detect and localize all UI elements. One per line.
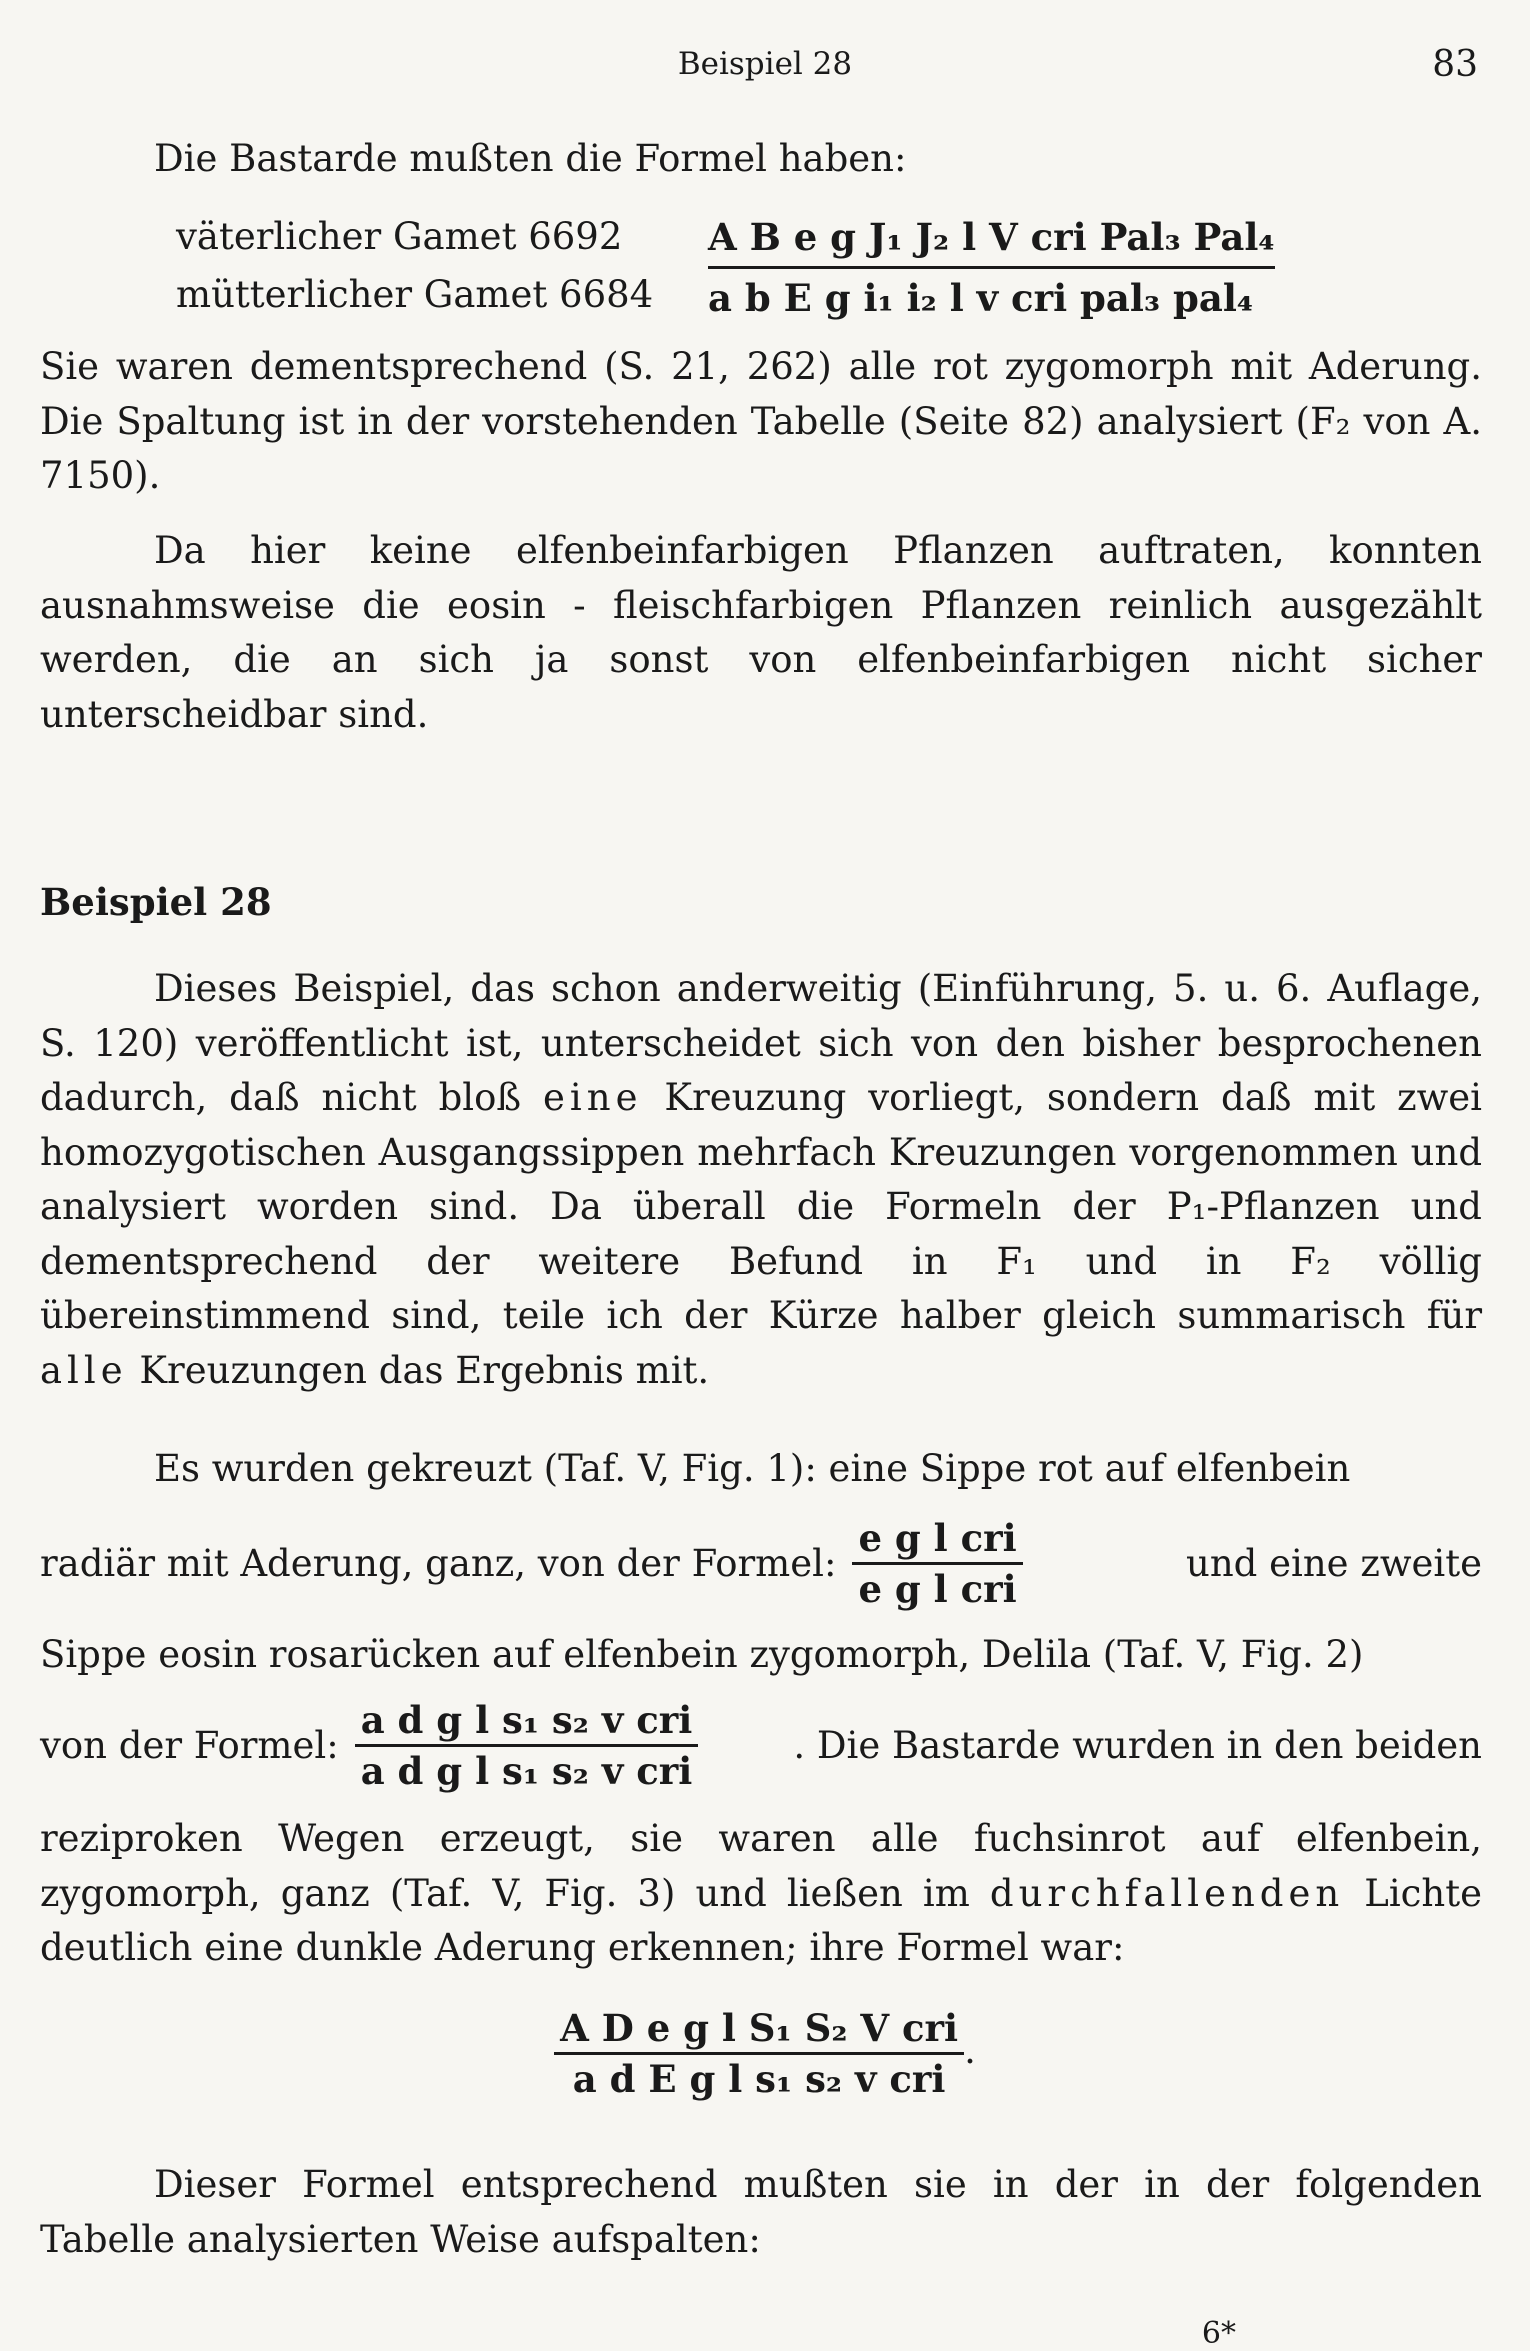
paragraph-4-rest-b: Lichte deutlich eine dunkle Aderung erkennen; ihre Formel war: — [40, 1871, 1483, 1969]
parent-formula-1 — [852, 1516, 1022, 1611]
line-2-prefix: radiär mit Aderung, ganz, von der Formel: — [40, 1541, 837, 1585]
page-number: 83 — [1432, 44, 1478, 85]
paragraph-3-part-b: Kreuzung vorliegt, sondern daß mit zwei homozygotischen Ausgangssippen mehrfach Kreuzungen vorgenommen und analysiert worden sind. Da überall die Formeln der P₁-Pflanzen und dementsprechend der weitere Befund in F₁ und in F₂ völlig übereinstimmend sind, teile ich der Kürze halber gleich summarisch für — [40, 1076, 1483, 1337]
hybrid-formula — [0, 2006, 1530, 2101]
parent-formula-1-denominator: e g l cri — [858, 1566, 1017, 1611]
paragraph-4-line-3: Sippe eosin rosarücken auf elfenbein zygomorph, Delila (Taf. V, Fig. 2) — [40, 1633, 1364, 1676]
paternal-gamete-formula: A B e g J₁ J₂ l V cri Pal₃ Pal₄ — [708, 208, 1275, 269]
parent-formula-2-denominator: a d g l s₁ s₂ v cri — [360, 1748, 693, 1793]
parent-formula-2 — [355, 1698, 699, 1793]
paragraph-4-line-2 — [40, 1508, 1482, 1618]
hybrid-formula-denominator: a d E g l s₁ s₂ v cri — [572, 2057, 946, 2101]
paragraph-4-line-1: Es wurden gekreuzt (Taf. V, Fig. 1): eine Sippe rot auf elfenbein — [154, 1447, 1351, 1490]
paragraph-1: Sie waren dementsprechend (S. 21, 262) alle rot zygomorph mit Aderung. Die Spaltung ist in der vorstehenden Tabelle (Seite 82) analysiert (F₂ von A. 7150). — [40, 345, 1482, 497]
intro-line: Die Bastarde mußten die Formel haben: — [154, 137, 907, 180]
paragraph-3 — [40, 962, 1482, 1398]
paragraph-5: Dieser Formel entsprechend mußten sie in der in der folgenden Tabelle analysierten Weise aufspalten: — [40, 2163, 1482, 2261]
line-2-suffix: und eine zweite — [1186, 1541, 1482, 1585]
maternal-gamete-formula: a b E g i₁ i₂ l v cri pal₃ pal₄ — [708, 276, 1254, 320]
gamete-formula — [708, 208, 1275, 327]
line-4-suffix: . Die Bastarde wurden in den beiden — [793, 1723, 1482, 1767]
emphasis-alle: alle — [40, 1348, 128, 1392]
emphasis-eine: eine — [543, 1076, 643, 1119]
maternal-gamete-label: mütterlicher Gamet 6684 — [176, 273, 654, 316]
paragraph-4-rest-a: reziproken Wegen erzeugt, sie waren alle fuchsinrot auf elfenbein, zygomorph, ganz (Taf. V, Fig. 3) und ließen im — [40, 1817, 1482, 1915]
paragraph-3-part-c: Kreuzungen das Ergebnis mit. — [139, 1348, 710, 1392]
emphasis-durchfallenden: durchfallenden — [989, 1871, 1345, 1915]
hybrid-formula-fraction — [554, 2006, 964, 2101]
paragraph-2: Da hier keine elfenbeinfarbigen Pflanzen auftraten, konnten ausnahmsweise die eosin - fleischfarbigen Pflanzen reinlich ausgezählt werden, die an sich ja sonst von elfenbeinfarbigen nicht sicher unterscheidbar sind. — [40, 529, 1482, 736]
paragraph-3-part-a: Dieses Beispiel, das schon anderweitig (Einführung, 5. u. 6. Auflage, S. 120) veröffentlicht ist, unterscheidet sich von den bisher besprochenen dadurch, daß nicht bloß — [40, 967, 1482, 1119]
paternal-gamete-label: väterlicher Gamet 6692 — [176, 215, 623, 258]
hybrid-formula-numerator: A D e g l S₁ S₂ V cri — [554, 2006, 964, 2055]
signature-mark: 6* — [1201, 2316, 1236, 2351]
line-4-prefix: von der Formel: — [40, 1723, 339, 1767]
parent-formula-1-numerator: e g l cri — [852, 1516, 1022, 1565]
hybrid-formula-period: . — [964, 2029, 976, 2072]
running-header: Beispiel 28 — [677, 46, 853, 82]
paragraph-4-rest — [40, 1812, 1482, 1976]
gamete-labels — [176, 208, 653, 324]
parent-formula-2-numerator: a d g l s₁ s₂ v cri — [355, 1698, 699, 1747]
section-heading: Beispiel 28 — [40, 880, 272, 924]
paragraph-4-line-4 — [40, 1690, 1482, 1800]
